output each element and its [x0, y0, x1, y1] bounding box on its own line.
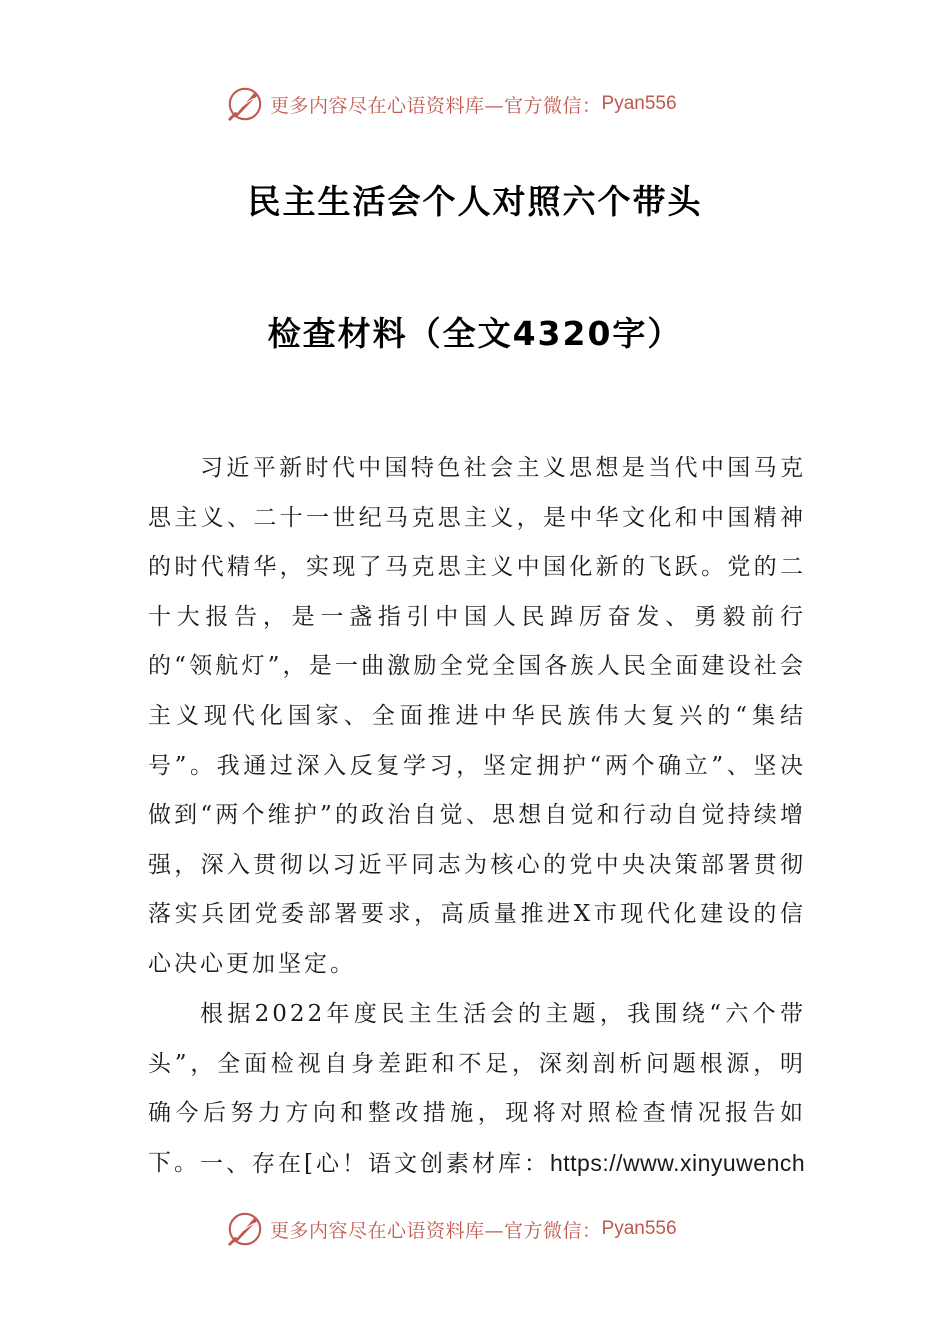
section-one-prefix: 一、存在[心！语文创素材库：: [200, 1151, 550, 1177]
source-url: https://www.xinyuwench: [549, 1150, 806, 1176]
banner-slogan: 更多内容尽在心语资料库—官方微信：: [270, 1219, 602, 1242]
wechat-id: Pyan556: [601, 1218, 677, 1239]
footer-banner: [226, 1209, 677, 1249]
paragraph-theme: 根据2022年度民主生活会的主题，我围绕“六个带头”，全面检视自身差距和不足，深刻剖析问题根源，明确今后努力方向和整改措施，现将对照检查情况报告如下。: [148, 1001, 806, 1176]
wechat-id: Pyan556: [601, 93, 677, 114]
quill-pen-logo-icon: [226, 85, 264, 123]
quill-pen-logo-icon: [226, 1210, 264, 1248]
document-title-line-1: 民主生活会个人对照六个带头: [247, 182, 703, 221]
section-one-heading: [148, 1139, 806, 1190]
header-banner: [226, 84, 677, 124]
document-title-line-2: 检查材料（全文4320字）: [267, 314, 683, 353]
paragraph-intro: 习近平新时代中国特色社会主义思想是当代中国马克思主义、二十一世纪马克思主义，是中华文化和中国精神的时代精华，实现了马克思主义中国化新的飞跃。党的二十大报告，是一盏指引中国人民踔厉奋发、勇毅前行的“领航灯”，是一曲激励全党全国各族人民全面建设社会主义现代化国家、全面推进中华民族伟大复兴的“集结号”。我通过深入反复学习，坚定拥护“两个确立”、坚决做到“两个维护”的政治自觉、思想自觉和行动自觉持续增强，深入贯彻以习近平同志为核心的党中央决策部署贯彻落实兵团党委部署要求，高质量推进X市现代化建设的信心决心更加坚定。: [148, 455, 806, 977]
banner-slogan: 更多内容尽在心语资料库—官方微信：: [270, 94, 602, 117]
